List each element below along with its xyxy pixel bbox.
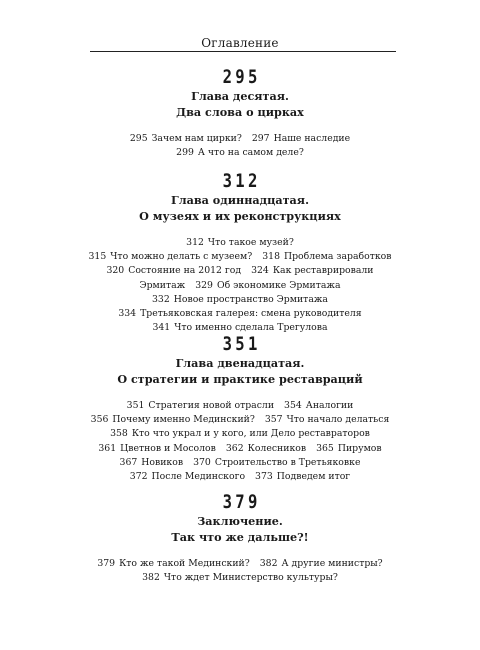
- toc-entry[interactable]: [195, 280, 340, 291]
- toc-entry-title: Что именно сделала Трегулова: [174, 322, 328, 334]
- toc-entry-page: 324: [251, 265, 269, 277]
- toc-entry-page: 362: [225, 442, 244, 454]
- toc-entry[interactable]: [118, 308, 361, 319]
- toc-entry-page: 351: [126, 400, 145, 411]
- toc-entry[interactable]: [98, 443, 216, 454]
- toc-entry[interactable]: [284, 400, 353, 411]
- toc-entry-page: 315: [88, 251, 107, 263]
- toc-entry-page: 382: [142, 572, 160, 584]
- toc-entry-title: Почему именно Мединский?: [112, 414, 255, 426]
- chapter-page-number: 351: [222, 333, 261, 355]
- toc-entry-title: Подведем итог: [276, 471, 351, 483]
- toc-entry[interactable]: [252, 133, 350, 144]
- toc-entry-page: 372: [129, 471, 148, 483]
- toc-entry-title: Цветнов и Мосолов: [120, 442, 216, 454]
- toc-entry-title: Что начало делаться: [286, 414, 390, 426]
- toc-entry-title: Новое пространство Эрмитажа: [173, 293, 328, 305]
- toc-entry-page: 318: [262, 251, 280, 263]
- chapter-page-number: 295: [222, 66, 261, 88]
- toc-entry[interactable]: [186, 237, 294, 248]
- toc-entry[interactable]: [265, 414, 389, 425]
- toc-entry-title: Зачем нам цирки?: [151, 133, 242, 144]
- toc-line: [0, 264, 480, 278]
- chapter-entries: [0, 236, 480, 335]
- toc-entry-title: А другие министры?: [281, 558, 383, 569]
- chapter-block: [0, 491, 480, 585]
- toc-entry-page: 370: [193, 456, 211, 468]
- toc-entry-page: 361: [98, 442, 117, 454]
- chapter-block: [0, 333, 480, 484]
- toc-entry-page: 373: [255, 471, 273, 483]
- chapter-entries: [0, 557, 480, 585]
- toc-entry-page: 295: [129, 133, 148, 144]
- toc-entry[interactable]: [89, 251, 253, 262]
- toc-entry-title: Состояние на 2012 год: [128, 265, 242, 277]
- chapter-title-line: О стратегии и практике реставраций: [117, 372, 363, 386]
- toc-entry[interactable]: [130, 471, 245, 482]
- toc-entry-page: 356: [90, 414, 109, 426]
- toc-entry[interactable]: [139, 280, 185, 291]
- toc-entry-page: 334: [118, 308, 137, 320]
- toc-entry-title: Колесников: [247, 442, 307, 454]
- toc-entry-title: Наше наследие: [273, 133, 351, 144]
- chapter-title-line: Так что же дальше?!: [171, 530, 309, 544]
- toc-entry-page: 358: [110, 428, 128, 440]
- toc-entry-title: Что можно делать с музеем?: [110, 251, 253, 263]
- toc-entry-page: 320: [106, 265, 125, 277]
- chapter-entries: [0, 132, 480, 160]
- toc-entry-page: 341: [152, 322, 171, 334]
- toc-line: [0, 307, 480, 321]
- toc-entry-title: Эрмитаж: [139, 279, 186, 291]
- toc-entry-title: А что на самом деле?: [197, 147, 304, 159]
- chapter-title-line: Заключение.: [197, 514, 283, 528]
- chapter-title-line: Два слова о цирках: [176, 105, 304, 119]
- toc-entry-title: Пирумов: [337, 442, 382, 454]
- toc-line: [0, 293, 480, 307]
- chapter-entries: [0, 399, 480, 484]
- toc-entry-title: Новиков: [141, 456, 184, 468]
- toc-line: [0, 279, 480, 293]
- toc-entry[interactable]: [260, 558, 383, 569]
- toc-line: [0, 250, 480, 264]
- toc-line: [0, 470, 480, 484]
- toc-entry-title: Кто же такой Мединский?: [119, 558, 250, 569]
- toc-entry-title: Об экономике Эрмитажа: [216, 279, 341, 291]
- toc-line: [0, 399, 480, 413]
- chapter-block: [0, 170, 480, 335]
- toc-entry[interactable]: [152, 322, 327, 333]
- toc-entry-page: 382: [259, 558, 278, 569]
- chapter-block: [0, 66, 480, 160]
- toc-line: [0, 571, 480, 585]
- toc-entry-title: Строительство в Третьяковке: [214, 456, 361, 468]
- toc-entry[interactable]: [130, 133, 242, 144]
- toc-entry-title: Кто что украл и у кого, или Дело реставраторов: [131, 428, 370, 440]
- chapter-title-line: О музеях и их реконструкциях: [139, 209, 341, 223]
- chapter-page-number: 379: [222, 491, 261, 513]
- toc-entry[interactable]: [120, 457, 184, 468]
- chapter-title-line: Глава двенадцатая.: [175, 356, 305, 370]
- toc-entry[interactable]: [142, 572, 338, 583]
- toc-entry[interactable]: [152, 294, 328, 305]
- toc-line: [0, 456, 480, 470]
- toc-entry-page: 299: [176, 147, 194, 159]
- toc-entry[interactable]: [255, 471, 350, 482]
- toc-entry[interactable]: [127, 400, 274, 411]
- toc-entry-title: Аналогии: [305, 400, 354, 411]
- toc-entry-title: Как реставрировали: [272, 265, 374, 277]
- toc-line: [0, 427, 480, 441]
- toc-entry-title: Проблема заработков: [284, 251, 392, 263]
- toc-entry-page: 357: [264, 414, 283, 426]
- toc-entry[interactable]: [97, 558, 249, 569]
- running-head: Оглавление: [201, 36, 279, 50]
- toc-line: [0, 236, 480, 250]
- toc-entry-page: 332: [152, 293, 170, 305]
- toc-line: [0, 557, 480, 571]
- toc-entry-page: 365: [316, 442, 334, 454]
- toc-entry-page: 367: [119, 456, 138, 468]
- toc-entry[interactable]: [226, 443, 306, 454]
- toc-line: [0, 413, 480, 427]
- toc-line: [0, 146, 480, 160]
- toc-entry-page: 329: [195, 279, 213, 291]
- toc-entry[interactable]: [193, 457, 360, 468]
- toc-entry-page: 297: [251, 133, 270, 144]
- toc-entry[interactable]: [106, 265, 241, 276]
- toc-entry[interactable]: [262, 251, 391, 262]
- toc-entry[interactable]: [316, 443, 382, 454]
- toc-entry-page: 379: [97, 558, 116, 569]
- toc-entry-title: После Мединского: [151, 471, 246, 483]
- toc-entry[interactable]: [176, 147, 304, 158]
- toc-entry[interactable]: [251, 265, 373, 276]
- chapter-page-number: 312: [222, 170, 261, 192]
- toc-line: [0, 132, 480, 146]
- chapter-title-line: Глава одиннадцатая.: [171, 193, 309, 207]
- header-rule: [90, 51, 396, 52]
- toc-entry-page: 312: [186, 237, 204, 248]
- toc-entry[interactable]: [110, 428, 370, 439]
- chapter-title-line: Глава десятая.: [191, 89, 289, 103]
- toc-line: [0, 442, 480, 456]
- toc-entry-page: 354: [284, 400, 302, 411]
- toc-entry-title: Что такое музей?: [207, 237, 294, 248]
- toc-entry[interactable]: [91, 414, 255, 425]
- toc-entry-title: Стратегия новой отрасли: [148, 400, 275, 411]
- toc-entry-title: Третьяковская галерея: смена руководителя: [140, 308, 362, 320]
- toc-entry-title: Что ждет Министерство культуры?: [163, 572, 338, 584]
